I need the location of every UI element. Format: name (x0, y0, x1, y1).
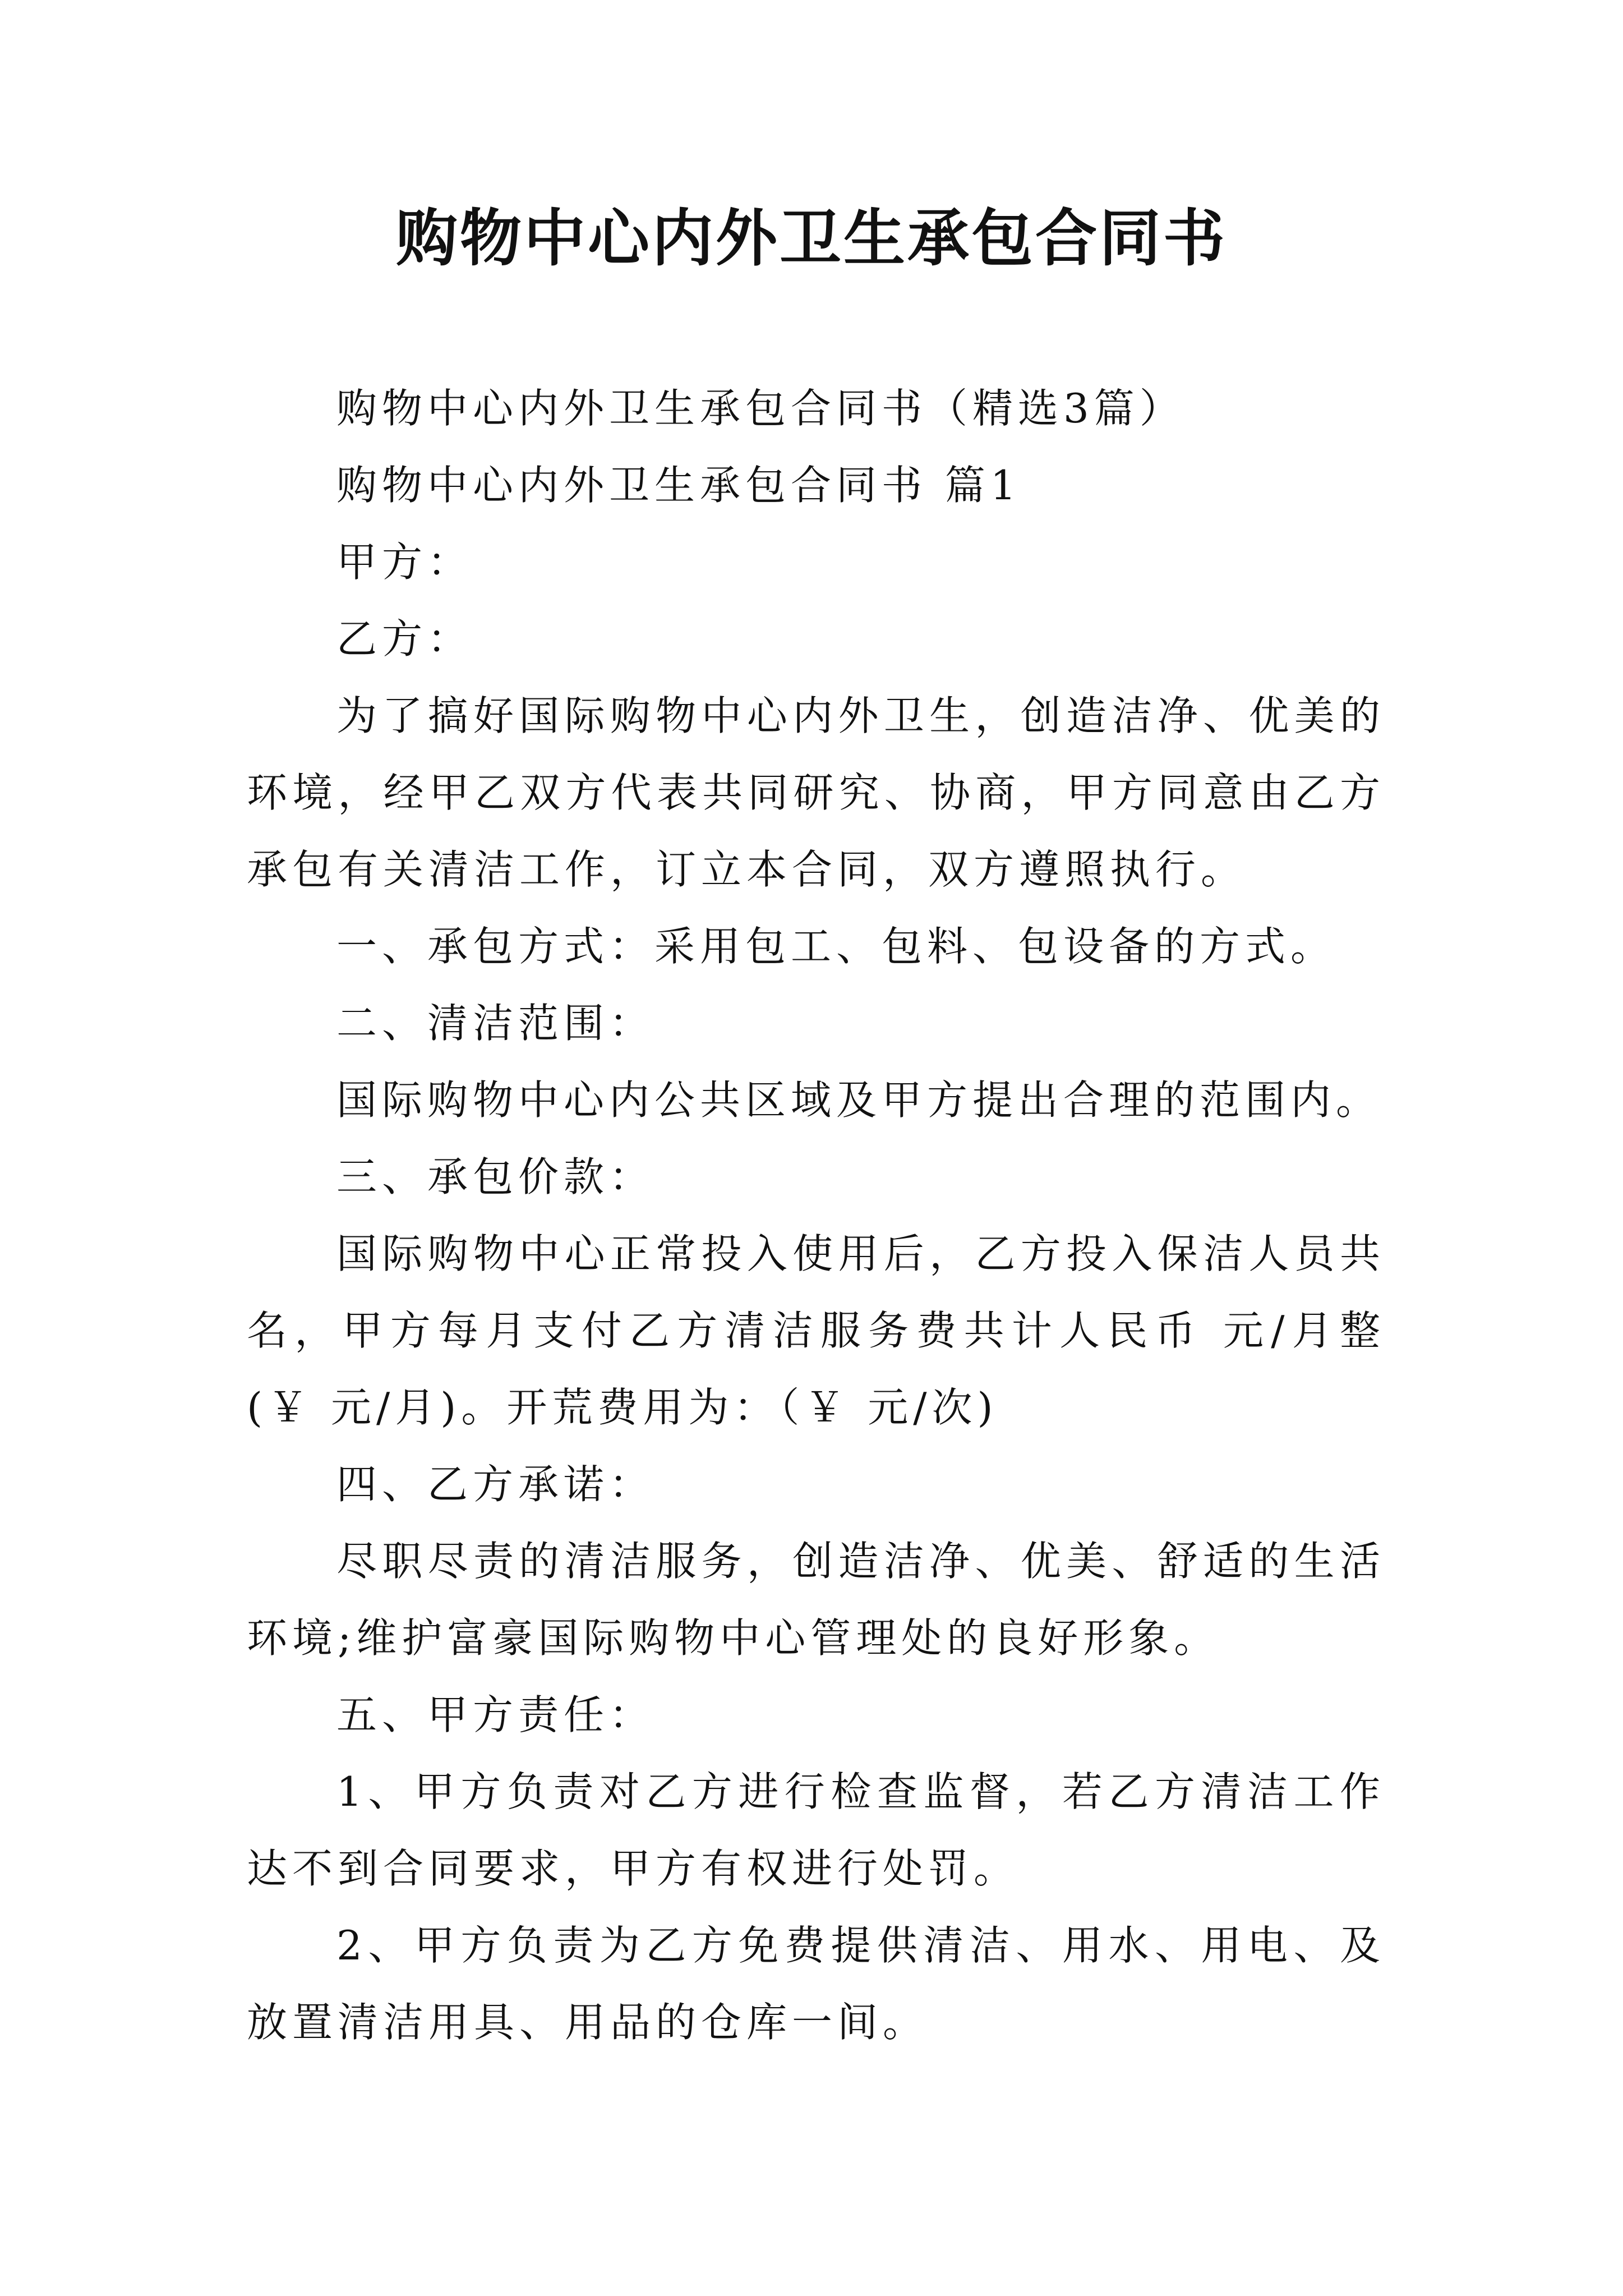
document-title: 购物中心内外卫生承包合同书 (396, 202, 1227, 274)
paragraph-clause-5-heading: 五、甲方责任： (336, 1691, 655, 1738)
paragraph-clause-4-heading: 四、乙方承诺： (336, 1461, 655, 1508)
paragraph-clause-5-item-1: 1、甲方负责对乙方进行检查监督，若乙方清洁工作达不到合同要求，甲方有权进行处罚。 (247, 1768, 1385, 1892)
paragraph-clause-2-body: 国际购物中心内公共区域及甲方提出合理的范围内。 (336, 1076, 1382, 1124)
paragraph-party-a: 甲方： (336, 539, 473, 586)
paragraph-clause-3-body: 国际购物中心正常投入使用后，乙方投入保洁人员共 名，甲方每月支付乙方清洁服务费共计人民币 元/月整(￥ 元/月)。开荒费用为：（￥ 元/次) (247, 1230, 1385, 1431)
paragraph-clause-2-heading: 二、清洁范围： (336, 1000, 655, 1047)
paragraph-clause-4-body: 尽职尽责的清洁服务，创造洁净、优美、舒适的生活环境;维护富豪国际购物中心管理处的良好形象。 (247, 1538, 1385, 1662)
paragraph-clause-3-heading: 三、承包价款： (336, 1153, 655, 1200)
paragraph-clause-1: 一、承包方式：采用包工、包料、包设备的方式。 (336, 923, 1336, 970)
paragraph-clause-5-item-2: 2、甲方负责为乙方免费提供清洁、用水、用电、及放置清洁用具、用品的仓库一间。 (247, 1922, 1385, 2046)
paragraph-subtitle: 购物中心内外卫生承包合同书（精选3篇） (336, 385, 1185, 432)
document-body (247, 370, 1385, 2061)
paragraph-preamble: 为了搞好国际购物中心内外卫生，创造洁净、优美的环境，经甲乙双方代表共同研究、协商，甲方同意由乙方承包有关清洁工作，订立本合同，双方遵照执行。 (247, 692, 1385, 893)
paragraph-party-b: 乙方： (336, 615, 473, 662)
paragraph-section-heading: 购物中心内外卫生承包合同书 篇1 (336, 462, 1021, 509)
